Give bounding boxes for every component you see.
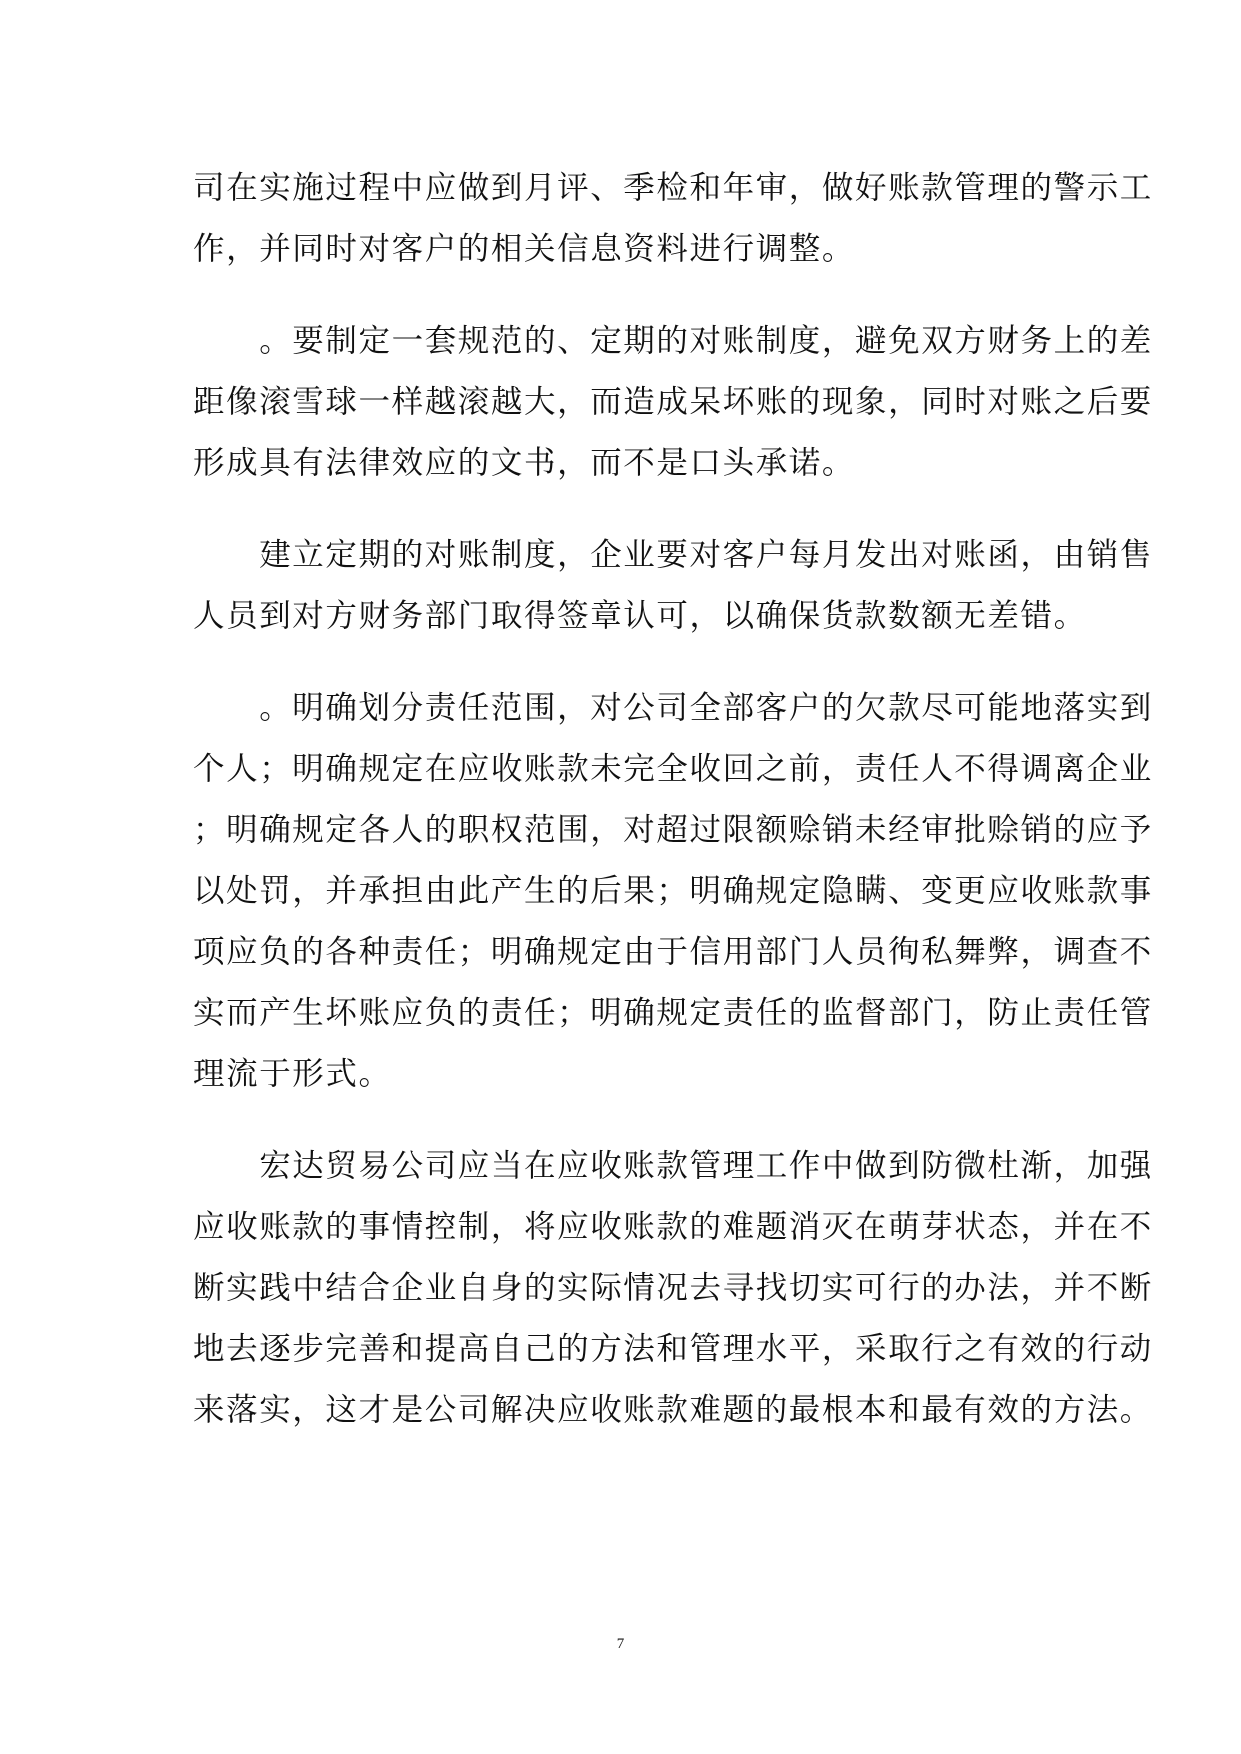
paragraph — [193, 525, 1153, 647]
paragraph — [193, 1136, 1153, 1441]
text-line: 作，并同时对客户的相关信息资料进行调整。 — [193, 231, 856, 267]
text-line: 应收账款的事情控制，将应收账款的难题消灭在萌芽状态，并在不 — [193, 1209, 1153, 1245]
text-line: 以处罚，并承担由此产生的后果；明确规定隐瞒、变更应收账款事 — [193, 873, 1153, 909]
text-line: 建立定期的对账制度，企业要对客户每月发出对账函，由销售 — [193, 537, 1153, 573]
text-line: 宏达贸易公司应当在应收账款管理工作中做到防微杜渐，加强 — [193, 1148, 1153, 1184]
text-line: 。明确划分责任范围，对公司全部客户的欠款尽可能地落实到 — [193, 690, 1153, 726]
paragraph — [193, 158, 1153, 280]
text-line: 。要制定一套规范的、定期的对账制度，避免双方财务上的差 — [193, 323, 1153, 359]
text-line: ；明确规定各人的职权范围，对超过限额赊销未经审批赊销的应予 — [193, 812, 1153, 848]
paragraph — [193, 678, 1153, 1105]
text-line: 理流于形式。 — [193, 1056, 392, 1092]
text-line: 司在实施过程中应做到月评、季检和年审，做好账款管理的警示工 — [193, 170, 1153, 206]
text-line: 断实践中结合企业自身的实际情况去寻找切实可行的办法，并不断 — [193, 1270, 1153, 1306]
text-line: 地去逐步完善和提高自己的方法和管理水平，采取行之有效的行动 — [193, 1331, 1153, 1367]
page-number: 7 — [616, 1636, 625, 1652]
text-line: 个人；明确规定在应收账款未完全收回之前，责任人不得调离企业 — [193, 751, 1153, 787]
text-line: 人员到对方财务部门取得签章认可，以确保货款数额无差错。 — [193, 598, 1087, 634]
paragraph — [193, 311, 1153, 494]
text-line: 形成具有法律效应的文书，而不是口头承诺。 — [193, 445, 856, 481]
text-line: 距像滚雪球一样越滚越大，而造成呆坏账的现象，同时对账之后要 — [193, 384, 1153, 420]
body-text — [193, 158, 1153, 1441]
text-line: 来落实，这才是公司解决应收账款难题的最根本和最有效的方法。 — [193, 1392, 1153, 1428]
text-line: 实而产生坏账应负的责任；明确规定责任的监督部门，防止责任管 — [193, 995, 1153, 1031]
text-line: 项应负的各种责任；明确规定由于信用部门人员徇私舞弊，调查不 — [193, 934, 1153, 970]
